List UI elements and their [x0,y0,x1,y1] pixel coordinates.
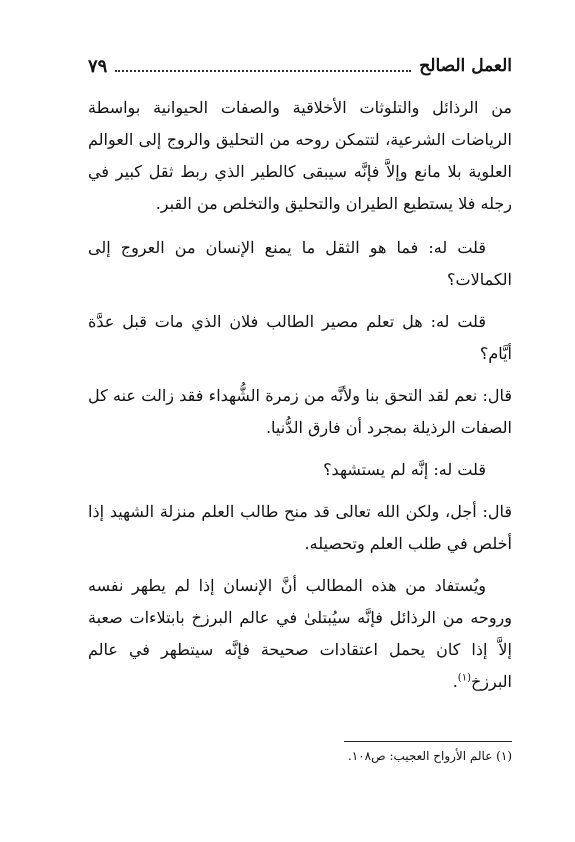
page-header [88,52,512,80]
final-period: . [452,672,458,691]
paragraph: قال: أجل، ولكن الله تعالى قد منح طالب العلم منزلة الشهيد إذا أخلص في طلب العلم وتحصيله. [88,502,512,553]
footnote-marker: (١) [457,672,471,684]
footnote: (١) عالم الأرواح العجيب: ص١٠٨. [347,749,512,763]
paragraph: قلت له: هل تعلم مصير الطالب فلان الذي مات قبل عدَّة أيَّام؟ [88,312,512,363]
paragraph: قلت له: إنَّه لم يستشهد؟ [323,460,486,479]
paragraph: قلت له: فما هو الثقل ما يمنع الإنسان من العروج إلى الكمالات؟ [88,238,512,289]
dotted-leader [115,70,411,72]
footnote-rule [344,741,512,742]
paragraph-last-text: ويُستفاد من هذه المطالب أنَّ الإنسان إذا لم يطهر نفسه وروحه من الرذائل فإنَّه سيُبتلىٰ في عالم البرزخ بابتلاءات صعبة إلاَّ إذا كان يحمل اعتقادات صحيحة فإنَّه سيتطهر في عالم البرزخ [88,576,512,691]
paragraph-continuation: من الرذائل والتلوثات الأخلاقية والصفات الحيوانية بواسطة الرياضات الشرعية، لتتمكن روحه من التحليق والروج إلى العوالم العلوية بلا مانع وإلاَّ فإنَّه سيبقى كالطير الذي ربط ثقل كبير في رجله فلا يستطيع الطيران والتحليق والتخلص من القبر. [88,98,512,213]
running-title: العمل الصالح [419,56,512,76]
paragraph-last [88,570,512,698]
page-number: ٧٩ [88,55,108,77]
body-text [88,92,512,708]
paragraph: قال: نعم لقد التحق بنا ولأنَّه من زمرة الشُّهداء فقد زالت عنه كل الصفات الرذيلة بمجرد أن فارق الدُّنيا. [88,386,512,437]
